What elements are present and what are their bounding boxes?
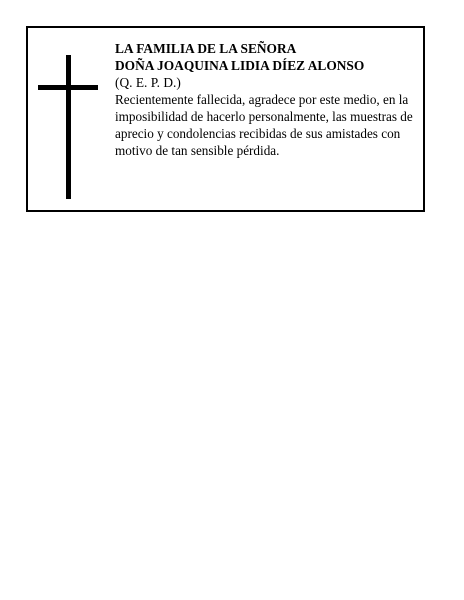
obituary-notice-box <box>26 26 425 212</box>
cross-vertical-bar <box>66 55 71 199</box>
family-heading: LA FAMILIA DE LA SEÑORA <box>115 41 297 56</box>
deceased-name: DOÑA JOAQUINA LIDIA DÍEZ ALONSO <box>115 58 365 73</box>
cross-horizontal-bar <box>38 85 98 90</box>
notice-body: Recientemente fallecida, agradece por este medio, en la imposibilidad de hacerlo personalmente, las muestras de aprecio y condolencias recibidas de sus amistades con motivo de tan sensible pérdida. <box>115 92 413 158</box>
notice-text <box>115 40 421 159</box>
qepd-label: (Q. E. P. D.) <box>115 75 181 90</box>
